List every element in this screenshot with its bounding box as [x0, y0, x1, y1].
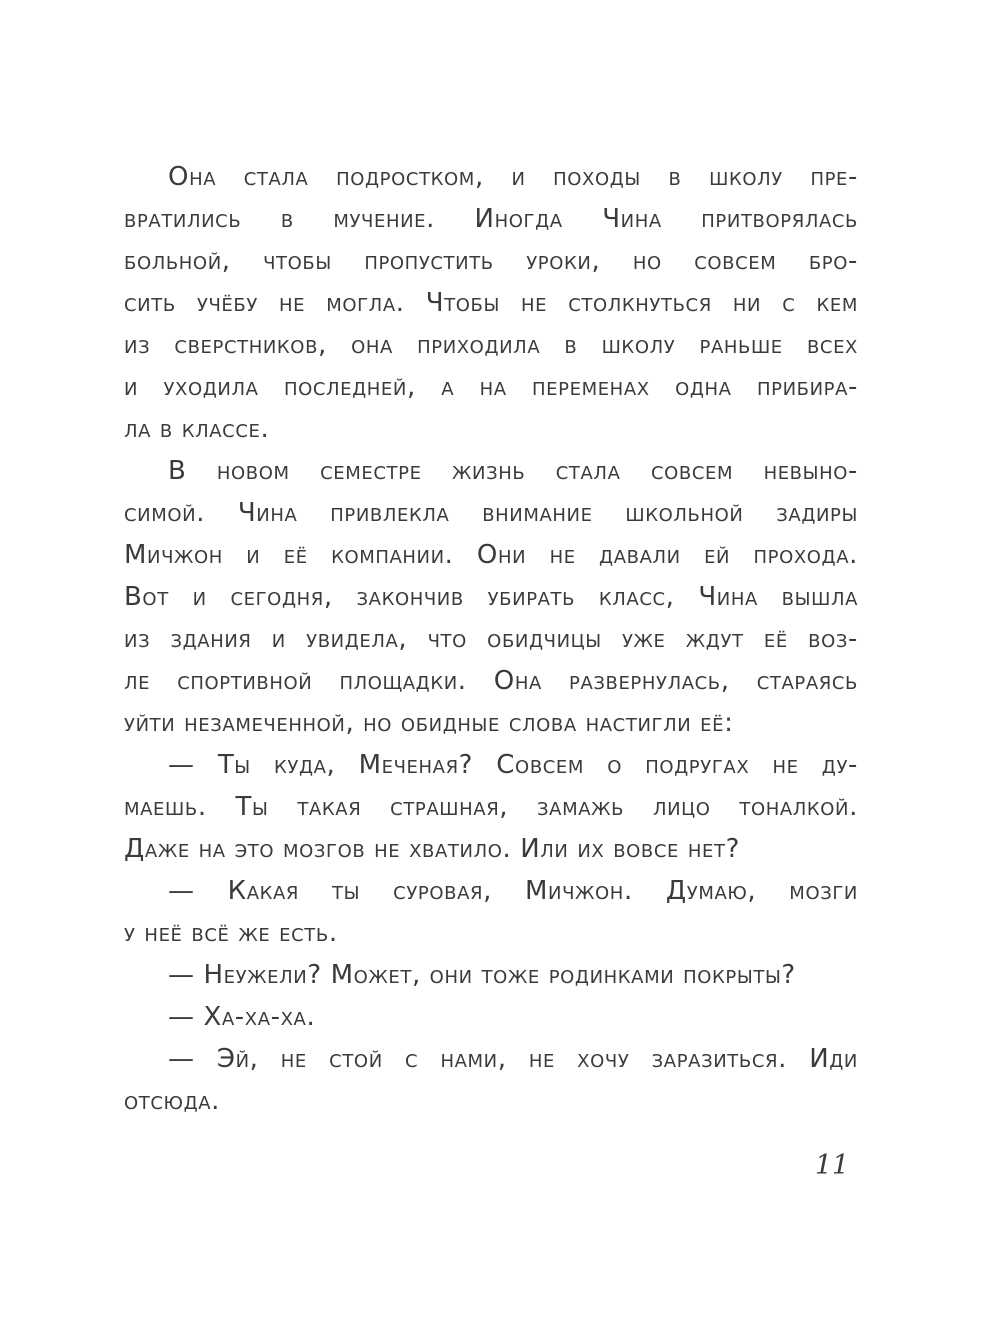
text-line: Даже на это мозгов не хватило. Или их вовсе нет? — [124, 834, 740, 864]
text-line: — Какая ты суровая, Мичжон. Думаю, мозги — [168, 876, 858, 906]
text-line: В новом семестре жизнь стала совсем невыно- — [168, 456, 858, 486]
text-line: отсюда. — [124, 1086, 221, 1116]
text-line: — Неужели? Может, они тоже родинками покрыты? — [168, 960, 796, 990]
text-line: сить учёбу не могла. Чтобы не столкнуться ни с кем — [124, 288, 858, 318]
text-line: — Ты куда, Меченая? Совсем о подругах не ду- — [168, 750, 858, 780]
text-line: Мичжон и её компании. Они не давали ей прохода. — [124, 540, 858, 570]
text-line: Она стала подростком, и походы в школу пре- — [168, 162, 858, 192]
page-number: 11 — [814, 1150, 850, 1181]
text-line: ле спортивной площадки. Она развернулась, стараясь — [124, 666, 858, 696]
page-text — [124, 156, 858, 1122]
text-line: вратились в мучение. Иногда Чина притворялась — [124, 204, 858, 234]
text-line: ла в классе. — [124, 414, 270, 444]
text-line: из сверстников, она приходила в школу раньше всех — [124, 330, 858, 360]
text-line: Вот и сегодня, закончив убирать класс, Чина вышла — [124, 582, 858, 612]
text-line: больной, чтобы пропустить уроки, но совсем бро- — [124, 246, 858, 276]
text-line: у неё всё же есть. — [124, 918, 338, 948]
paragraph — [124, 996, 858, 1038]
paragraph — [124, 1038, 858, 1122]
text-line: маешь. Ты такая страшная, замажь лицо тоналкой. — [124, 792, 858, 822]
paragraph — [124, 870, 858, 954]
paragraph — [124, 954, 858, 996]
paragraph — [124, 156, 858, 450]
text-line: — Ха-ха-ха. — [168, 1002, 316, 1032]
text-line: уйти незамеченной, но обидные слова настигли её: — [124, 708, 734, 738]
text-line: симой. Чина привлекла внимание школьной задиры — [124, 498, 858, 528]
text-line: — Эй, не стой с нами, не хочу заразиться. Иди — [168, 1044, 858, 1074]
paragraph — [124, 450, 858, 744]
text-line: из здания и увидела, что обидчицы уже ждут её воз- — [124, 624, 858, 654]
paragraph — [124, 744, 858, 870]
text-line: и уходила последней, а на переменах одна прибира- — [124, 372, 858, 402]
